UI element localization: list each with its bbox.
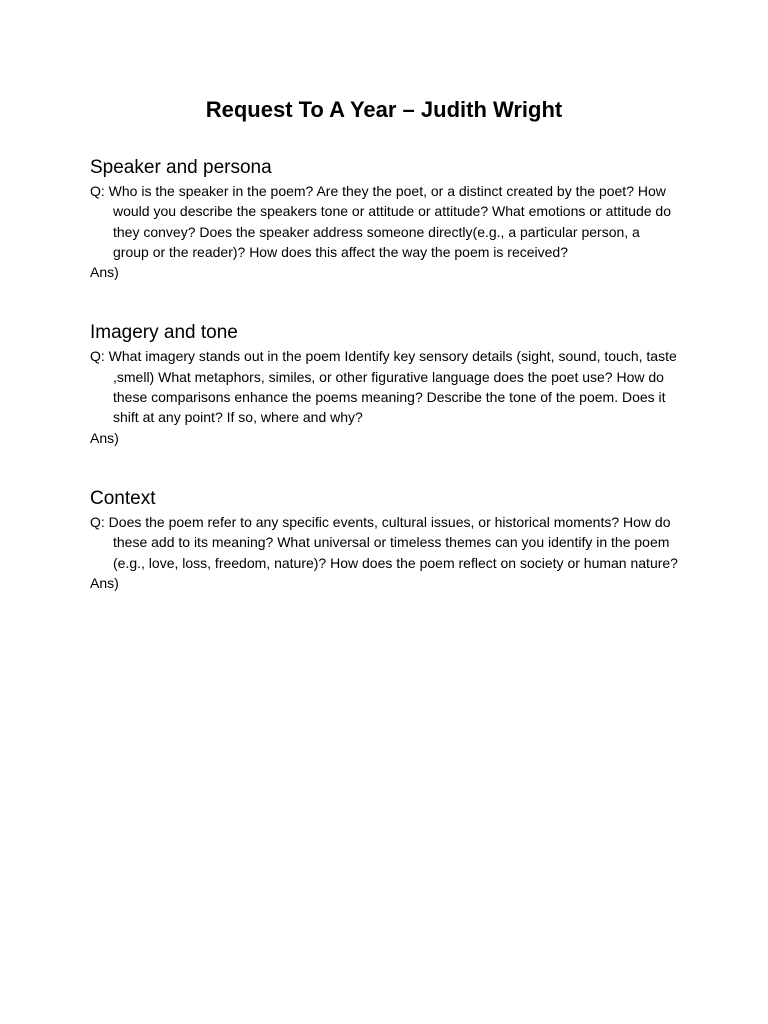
section-context: [90, 486, 678, 593]
section-heading: Imagery and tone: [90, 322, 238, 344]
section-answer: Ans): [90, 264, 119, 281]
section-answer: Ans): [90, 574, 119, 591]
section-heading: Context: [90, 487, 156, 509]
section-answer: Ans): [90, 429, 119, 446]
section-question: Q: Who is the speaker in the poem? Are they the poet, or a distinct created by the poet? How would you describe the speakers tone or attitude or attitude? What emotions or attitude do they convey? Does the speaker address someone directly(e.g., a particular person, a group or the reader)? How does this affect the way the poem is received?: [90, 183, 671, 260]
section-imagery-and-tone: [90, 320, 678, 447]
section-question: Q: Does the poem refer to any specific events, cultural issues, or historical moments? How do these add to its meaning? What universal or timeless themes can you identify in the poem (e.g., love, loss, freedom, nature)? How does the poem reflect on society or human nature?: [90, 513, 678, 571]
document-title: Request To A Year – Judith Wright: [205, 97, 563, 122]
section-speaker-and-persona: [90, 155, 678, 282]
section-question: Q: What imagery stands out in the poem Identify key sensory details (sight, sound, touch, taste ,smell) What metaphors, similes, or other figurative language does the poet use? How do these comparisons enhance the poems meaning? Describe the tone of the poem. Does it shift at any point? If so, where and why?: [90, 348, 677, 426]
section-heading: Speaker and persona: [90, 157, 272, 178]
